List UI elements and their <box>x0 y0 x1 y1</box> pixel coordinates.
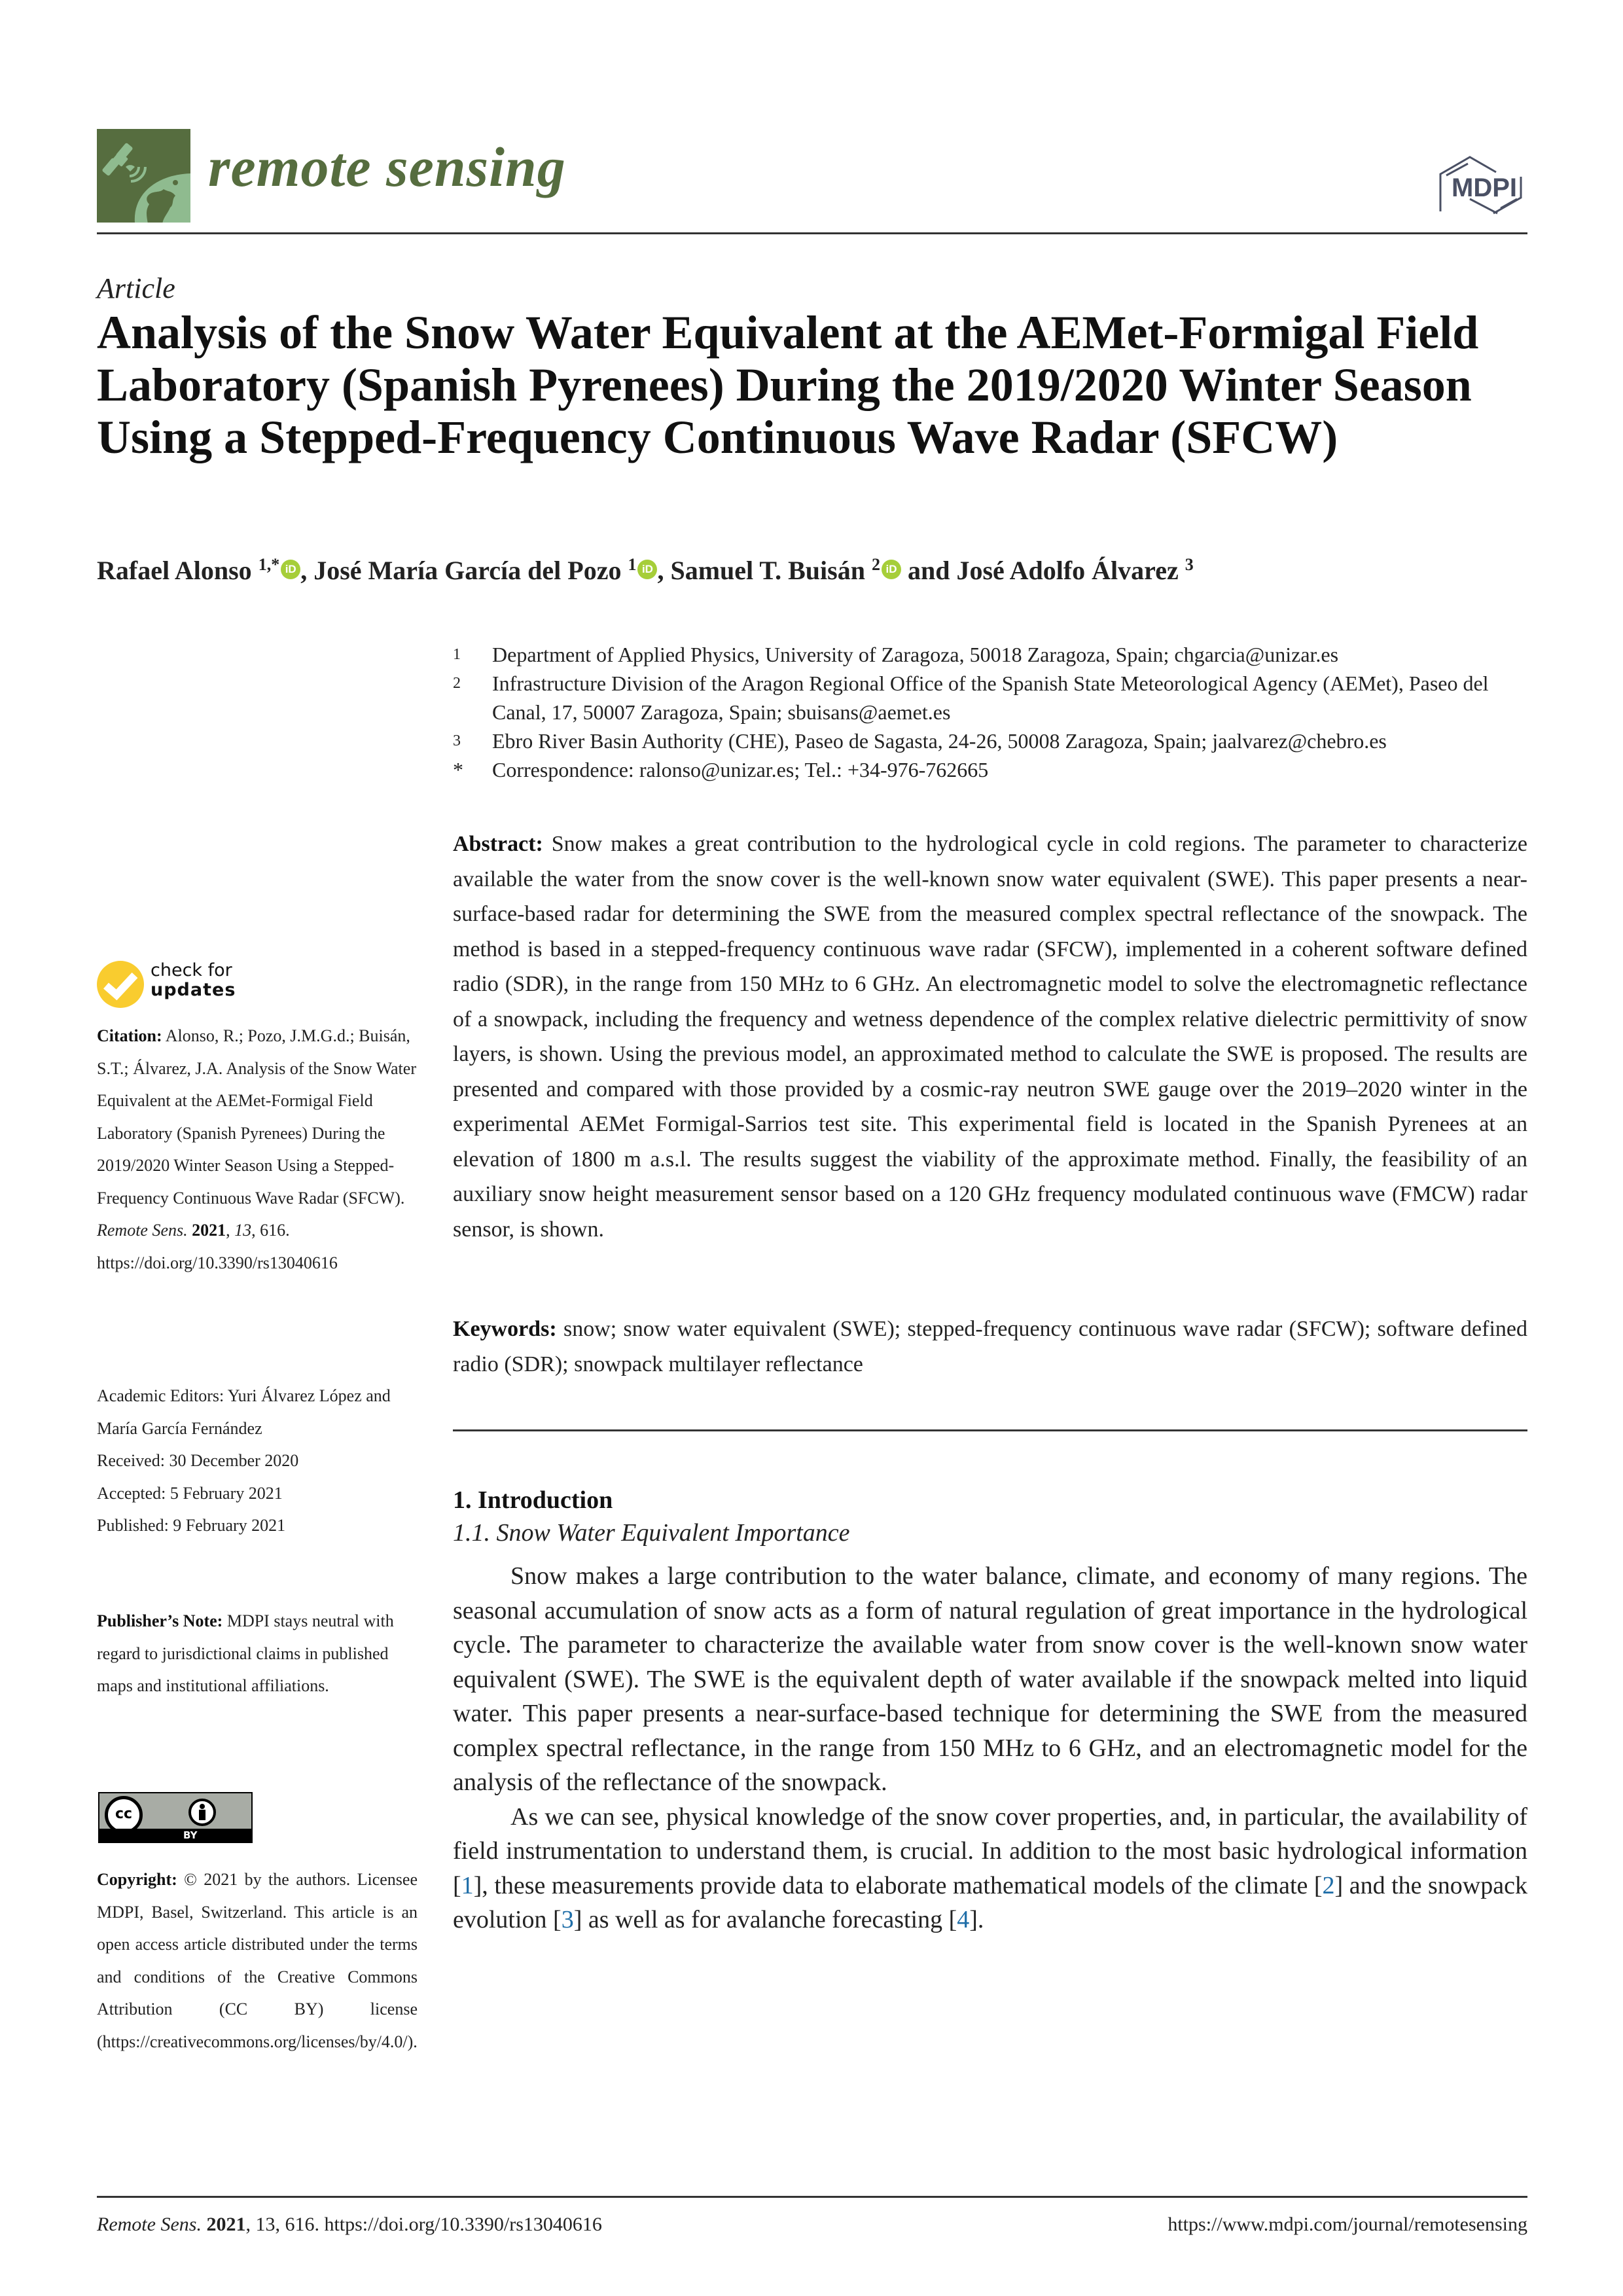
mdpi-hexagon-icon <box>1406 143 1524 221</box>
editorial-info <box>97 1380 418 1542</box>
cc-by-license-badge[interactable] <box>98 1792 253 1843</box>
footer-rule <box>97 2196 1527 2198</box>
keywords <box>453 1312 1527 1382</box>
author-affil-mark: 1 <box>628 555 637 574</box>
check-updates-line1: check for <box>151 960 232 980</box>
abstract <box>453 827 1527 1247</box>
author-name[interactable]: Rafael Alonso <box>97 556 252 585</box>
check-updates-line2: updates <box>151 980 236 1000</box>
mdpi-wordmark: MDPI <box>1452 173 1517 202</box>
correspondence-item <box>453 755 1539 784</box>
abstract-label: Abstract: <box>453 832 543 856</box>
article-type: Article <box>97 272 175 304</box>
reference-link[interactable]: 1 <box>461 1871 474 1899</box>
keywords-label: Keywords: <box>453 1317 557 1341</box>
accepted-date: Accepted: 5 February 2021 <box>97 1483 283 1503</box>
journal-name: remote sensing <box>208 135 566 198</box>
footer-year: 2021 <box>206 2214 246 2235</box>
keywords-text: snow; snow water equivalent (SWE); stepped-frequency continuous wave radar (SFCW); software defined radio (SDR); snowpack multilayer reflectance <box>453 1317 1528 1376</box>
checkmark-icon <box>97 961 144 1008</box>
author-affil-mark: 2 <box>871 555 880 574</box>
author-affil-mark: 1,* <box>258 555 280 574</box>
footer-citation <box>97 2214 602 2236</box>
header-rule <box>97 232 1527 234</box>
copyright-block <box>97 1863 418 2058</box>
author-affil-mark: 3 <box>1185 555 1194 574</box>
reference-link[interactable]: 3 <box>561 1906 574 1933</box>
section-divider <box>453 1429 1527 1431</box>
publisher-note-label: Publisher’s Note: <box>97 1611 223 1630</box>
paragraph: As we can see, physical knowledge of the snow cover properties, and, in particular, the availability of field instrumentation to understand them, is crucial. In addition to the most basic hydrological information [1], these measurements provide data to elaborate mathematical models of the climate [2] and the snowpack evolution [3] as well as for avalanche forecasting [4]. <box>453 1803 1527 1933</box>
publisher-note-text: MDPI stays neutral with regard to jurisdictional claims in published maps and institutional affiliations. <box>97 1611 394 1695</box>
citation-journal: Remote Sens. <box>97 1221 188 1240</box>
affiliation-text: Infrastructure Division of the Aragon Regional Office of the Spanish State Meteorological Agency (AEMet), Paseo del Canal, 17, 50007 Zaragoza, Spain; sbuisans@aemet.es <box>492 672 1489 724</box>
author-name[interactable]: José Adolfo Álvarez <box>956 556 1179 585</box>
affiliation-mark: 1 <box>453 646 461 663</box>
published-date: Published: 9 February 2021 <box>97 1516 286 1535</box>
mdpi-logo[interactable] <box>1406 143 1524 221</box>
reference-link[interactable]: 4 <box>957 1906 970 1933</box>
affiliation-text: Ebro River Basin Authority (CHE), Paseo de Sagasta, 24-26, 50008 Zaragoza, Spain; jaalvarez@chebro.es <box>492 729 1387 753</box>
affiliation-mark: 3 <box>453 732 461 749</box>
affiliations <box>453 640 1539 784</box>
satellite-earth-icon <box>97 129 190 223</box>
paragraph: Snow makes a large contribution to the water balance, climate, and economy of many regions. The seasonal accumulation of snow acts as a form of natural regulation of great importance in the hydrological cycle. The parameter to characterize the available water from snow cover is the well-known snow water equivalent (SWE). The SWE is the equivalent depth of water available if the snowpack melted into liquid water. This paper presents a near-surface-based technique for determining the SWE from the measured complex spectral reflectance, in the range from 150 MHz to 6 GHz, and an electromagnetic model for the analysis of the reflectance of the snowpack. <box>453 1562 1527 1796</box>
publisher-note <box>97 1605 418 1702</box>
orcid-icon[interactable]: iD <box>637 560 657 579</box>
academic-editors: Academic Editors: Yuri Álvarez López and María García Fernández <box>97 1386 391 1438</box>
citation-block: Citation: Alonso, R.; Pozo, J.M.G.d.; Buisán, S.T.; Álvarez, J.A. Analysis of the Snow Water Equivalent at the AEMet-Formigal Field Laboratory (Spanish Pyrenees) During the 2019/2020 Winter Season Using a Stepped-Frequency Continuous Wave Radar (SFCW). Remote Sens. 2021, 13, 616. https://doi.org/10.3390/rs13040616 <box>97 1026 416 1272</box>
authors-connector: and <box>907 556 950 585</box>
citation-volume: 13 <box>234 1221 252 1240</box>
author-name[interactable]: Samuel T. Buisán <box>670 556 865 585</box>
citation-label: Citation: <box>97 1026 162 1045</box>
affiliation-text: Department of Applied Physics, University of Zaragoza, 50018 Zaragoza, Spain; chgarcia@unizar.es <box>492 643 1339 666</box>
citation-year: 2021 <box>192 1221 226 1240</box>
citation-article-no: 616. <box>260 1221 290 1240</box>
introduction-body <box>453 1559 1527 1937</box>
subsection-heading: 1.1. Snow Water Equivalent Importance <box>453 1519 850 1547</box>
by-label: BY <box>183 1829 198 1841</box>
copyright-label: Copyright: <box>97 1870 177 1889</box>
footer-journal: Remote Sens. <box>97 2214 202 2235</box>
affiliation-item <box>453 669 1539 726</box>
affiliation-item <box>453 640 1539 669</box>
citation-text: Alonso, R.; Pozo, J.M.G.d.; Buisán, S.T.; Álvarez, J.A. Analysis of the Snow Water Equivalent at the AEMet-Formigal Field Laboratory (Spanish Pyrenees) During the 2019/2020 Winter Season Using a Stepped-Frequency Continuous Wave Radar (SFCW). <box>97 1026 416 1208</box>
attribution-person-icon <box>188 1799 216 1826</box>
reference-link[interactable]: 2 <box>1322 1871 1335 1899</box>
correspondence-text: Correspondence: ralonso@unizar.es; Tel.: +34-976-762665 <box>492 758 989 781</box>
journal-logo <box>97 129 190 223</box>
orcid-icon[interactable]: iD <box>281 560 300 579</box>
check-for-updates-button[interactable] <box>97 961 293 1013</box>
abstract-text: Snow makes a great contribution to the hydrological cycle in cold regions. The parameter to characterize available the water from the snow cover is the well-known snow water equivalent (SWE). This paper presents a near-surface-based radar for determining the SWE from the measured complex spectral reflectance of the snowpack. The method is based in a stepped-frequency continuous wave radar (SFCW), implemented in a coherent software defined radio (SDR), in the range from 150 MHz to 6 GHz. An electromagnetic model to solve the electromagnetic reflectance of a snowpack, including the frequency and wetness dependence of the complex relative dielectric permittivity of snow layers, is shown. Using the previous model, an approximated method to calculate the SWE is proposed. The results are presented and compared with those provided by a cosmic-ray neutron SWE gauge over the 2019–2020 winter in the experimental AEMet Formigal-Sarrios test site. This experimental field is located in the Spanish Pyrenees at an elevation of 1800 m a.s.l. The results suggest the viability of the approximate method. Finally, the feasibility of an auxiliary snow height measurement sensor based on a 120 GHz frequency modulated continuous wave (FMCW) radar sensor, is shown. <box>453 832 1527 1242</box>
affiliation-mark: 2 <box>453 675 461 692</box>
section-heading: 1. Introduction <box>453 1486 613 1514</box>
copyright-text: © 2021 by the authors. Licensee MDPI, Basel, Switzerland. This article is an open access article distributed under the terms and conditions of the Creative Commons Attribution (CC BY) license (https://creativecommons.org/licenses/by/4.0/). <box>97 1870 418 2051</box>
author-list: Rafael Alonso $^{1,*}$ iD , José María García del Pozo $^1$ iD , Samuel T. Buisán $^2$ iD and José Adolfo Álvarez $^3$ <box>97 555 1194 585</box>
orcid-icon[interactable]: iD <box>882 560 901 579</box>
author-name[interactable]: José María García del Pozo <box>313 556 622 585</box>
correspondence-mark: * <box>453 758 463 781</box>
journal-url-link[interactable]: https://www.mdpi.com/journal/remotesensing <box>1168 2214 1527 2235</box>
footer-doi[interactable]: , 13, 616. https://doi.org/10.3390/rs13040616 <box>245 2214 602 2235</box>
cc-icon: cc <box>105 1796 143 1834</box>
citation-doi-link[interactable]: https://doi.org/10.3390/rs13040616 <box>97 1253 338 1272</box>
affiliation-item <box>453 726 1539 755</box>
received-date: Received: 30 December 2020 <box>97 1451 299 1470</box>
article-title: Analysis of the Snow Water Equivalent at the AEMet-Formigal Field Laboratory (Spanish Pyrenees) During the 2019/2020 Winter Season Using a Stepped-Frequency Continuous Wave Radar (SFCW) <box>97 306 1479 463</box>
